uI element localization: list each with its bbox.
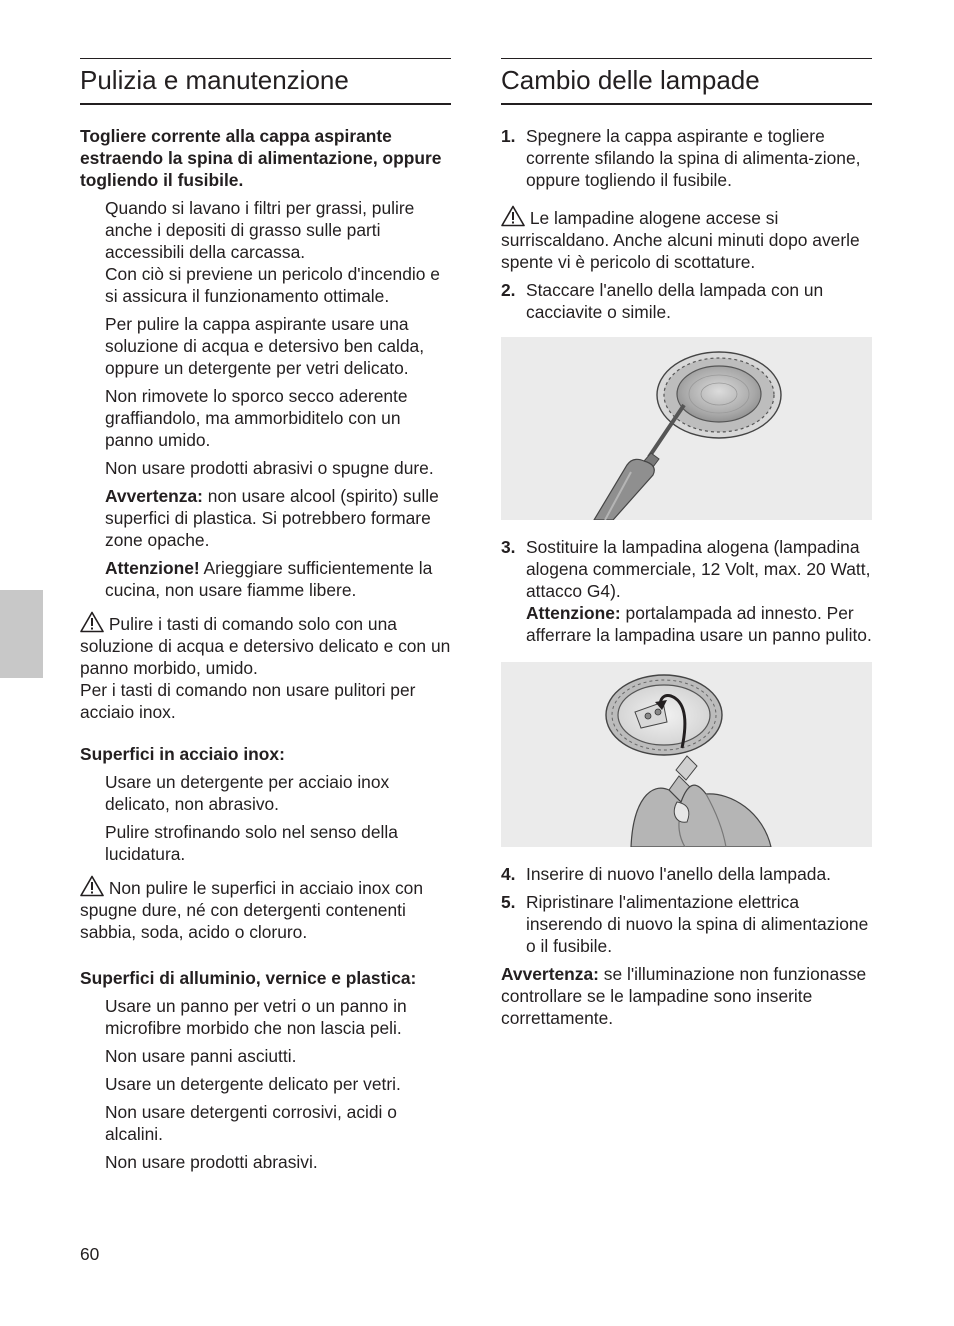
warning-triangle-icon (80, 875, 104, 897)
list-item: Usare un panno per vetri o un panno in microfibre morbido che non lascia peli. (105, 996, 407, 1038)
steel-heading: Superfici in acciaio inox: (80, 744, 285, 764)
bulb-replacement-illustration (501, 662, 872, 847)
paragraph: Non rimovete lo sporco secco aderente graffiandolo, ma ammorbiditelo con un panno umido. (105, 386, 408, 450)
step-3: 3. Sostituire la lampadina alogena (lampadina alogena commerciale, 12 Volt, max. 20 Watt, attacco G4). Attenzione: portalampada ad innesto. Per afferrare la lampadina usare un panno pulito. (501, 537, 872, 645)
aluminium-paragraphs (80, 995, 451, 1173)
illustration-remove-ring (501, 337, 872, 520)
section-title-lamps: Cambio delle lampade (501, 58, 872, 105)
caution-label: Attenzione! (105, 558, 200, 578)
list-item: Usare un detergente delicato per vetri. (105, 1074, 401, 1094)
steel-paragraphs (80, 771, 451, 865)
step-4: 4. Inserire di nuovo l'anello della lampada. (501, 864, 831, 884)
warning-triangle-icon (501, 205, 525, 227)
aluminium-heading: Superfici di alluminio, vernice e plastica: (80, 968, 417, 988)
note-paragraph: Avvertenza: non usare alcool (spirito) sulle superfici di plastica. Si potrebbero formare zone opache. (105, 486, 439, 550)
warning-hot-lamps: Le lampadine alogene accese si surriscaldano. Anche alcuni minuti dopo averle spente vi è pericolo di scottature. (501, 205, 872, 273)
paragraph: Pulire strofinando solo nel senso della lucidatura. (105, 822, 398, 864)
step-5: 5. Ripristinare l'alimentazione elettrica inserendo di nuovo la spina di alimentazione o il fusibile. (501, 892, 869, 956)
list-item: Non usare prodotti abrasivi. (105, 1152, 318, 1172)
illustration-replace-bulb (501, 662, 872, 847)
warning-buttons: Pulire i tasti di comando solo con una soluzione di acqua e detersivo delicato e con un panno morbido, umido. Per i tasti di comando non usare pulitori per acciaio inox. (80, 611, 451, 723)
step3-attention-label: Attenzione: (526, 603, 621, 623)
note-label: Avvertenza: (501, 964, 599, 984)
step-1: 1. Spegnere la cappa aspirante e togliere corrente sfilando la spina di alimenta-zione, oppure togliendo il fusibile. (501, 126, 861, 190)
intro-bold: Togliere corrente alla cappa aspirante estraendo la spina di alimentazione, oppure togliendo il fusibile. (80, 126, 442, 190)
page-number: 60 (80, 1244, 100, 1264)
paragraph: Non usare prodotti abrasivi o spugne dure. (105, 458, 434, 478)
right-column (501, 58, 872, 1035)
step-2: 2. Staccare l'anello della lampada con un cacciavite o simile. (501, 280, 824, 322)
warning-steel: Non pulire le superfici in acciaio inox con spugne dure, né con detergenti contenenti sabbia, soda, acido o cloruro. (80, 875, 451, 943)
note-label: Avvertenza: (105, 486, 203, 506)
section-tab-marker (0, 590, 43, 678)
cleaning-paragraphs (80, 197, 451, 601)
list-item: Non usare panni asciutti. (105, 1046, 297, 1066)
paragraph: Quando si lavano i filtri per grassi, pulire anche i depositi di grasso sulle parti accessibili della carcassa. Con ciò si previene un pericolo d'incendio e si assicura il funzionamento ottimale. (105, 198, 440, 306)
list-item: Non usare detergenti corrosivi, acidi o alcalini. (105, 1102, 397, 1144)
left-column (80, 58, 451, 1179)
paragraph: Per pulire la cappa aspirante usare una soluzione di acqua e detersivo ben calda, oppure un detergente per vetri delicato. (105, 314, 425, 378)
paragraph: Usare un detergente per acciaio inox delicato, non abrasivo. (105, 772, 390, 814)
steps-list-d (501, 863, 872, 957)
steps-list-a (501, 125, 872, 191)
steps-list-c (501, 536, 872, 646)
steps-list-b (501, 279, 872, 323)
caution-paragraph: Attenzione! Arieggiare sufficientemente la cucina, non usare fiamme libere. (105, 558, 433, 600)
section-title-cleaning: Pulizia e manutenzione (80, 58, 451, 105)
screwdriver-ring-illustration (501, 337, 872, 520)
note-lamp-check: Avvertenza: se l'illuminazione non funzionasse controllare se le lampadine sono inserite correttamente. (501, 964, 867, 1028)
warning-triangle-icon (80, 611, 104, 633)
